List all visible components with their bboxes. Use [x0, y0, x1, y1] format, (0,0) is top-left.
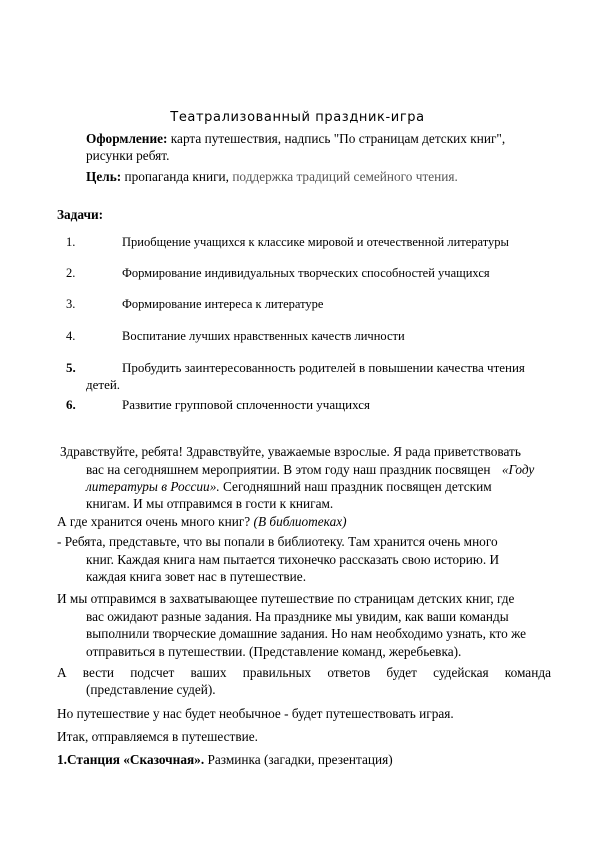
journey-line-2: вас ожидают разные задания. На празднике мы увидим, как ваши команды	[86, 609, 509, 624]
goal-text-b: поддержка традиций семейного чтения.	[232, 169, 458, 184]
library-line-2: книг. Каждая книга нам пытается тихонечко рассказать свою историю. И	[86, 552, 500, 567]
greeting-italic: «Году	[501, 462, 535, 477]
greeting-text: вас на сегодняшнем мероприятии. В этом году наш праздник посвящен	[86, 462, 491, 477]
journey-line-4: отправиться в путешествии. (Представление команд, жеребьевка).	[86, 644, 462, 659]
greeting-line-1: Здравствуйте, ребята! Здравствуйте, уважаемые взрослые. Я рада приветствовать	[60, 444, 521, 459]
greeting-italic-2: литературы в России».	[86, 479, 220, 494]
station-desc: Разминка (загадки, презентация)	[207, 752, 393, 767]
task-number: 2.	[66, 266, 76, 280]
library-line-1: - Ребята, представьте, что вы попали в библиотеку. Там хранится очень много	[57, 534, 498, 549]
goal-text-a: пропаганда книги,	[124, 169, 229, 184]
task-number: 5.	[66, 360, 76, 375]
greeting-line-4: книгам. И мы отправимся в гости к книгам.	[86, 496, 334, 511]
question-text: А где хранится очень много книг?	[57, 514, 251, 529]
task-text: Развитие групповой сплоченности учащихся	[122, 397, 370, 412]
task-text-continued: детей.	[86, 377, 121, 392]
task-item-1	[0, 235, 595, 253]
task-item-2	[0, 266, 595, 284]
library-line-3: каждая книга зовет нас в путешествие.	[86, 569, 307, 584]
question-answer: (В библиотеках)	[253, 514, 347, 529]
task-number: 4.	[66, 329, 76, 343]
journey-line-3: выполнили творческие домашние задания. Но нам необходимо узнать, кто же	[86, 626, 527, 641]
task-text: Формирование интереса к литературе	[122, 297, 324, 311]
task-item-6	[0, 397, 595, 415]
station-line	[57, 751, 393, 768]
greeting-line-3	[86, 478, 492, 495]
station-title: 1.Станция «Сказочная».	[57, 752, 205, 767]
design-text: карта путешествия, надпись "По страницам детских книг",	[170, 131, 506, 146]
greeting-text-2: Сегодняшний наш праздник посвящен детским	[223, 479, 492, 494]
unusual-journey-line: Но путешествие у нас будет необычное - будет путешествовать играя.	[57, 706, 454, 721]
judges-line-1: А вести подсчет ваших правильных ответов будет судейская команда	[57, 665, 551, 680]
task-item-3	[0, 297, 595, 315]
question-line	[57, 513, 347, 530]
task-text: Формирование индивидуальных творческих способностей учащихся	[122, 266, 490, 280]
task-text: Пробудить заинтересованность родителей в повышении качества чтения	[122, 360, 525, 375]
task-text: Приобщение учащихся к классике мировой и отечественной литературы	[122, 235, 509, 249]
goal-label: Цель:	[86, 169, 122, 184]
journey-line-1: И мы отправимся в захватывающее путешествие по страницам детских книг, где	[57, 591, 515, 606]
task-text: Воспитание лучших нравственных качеств личности	[122, 329, 405, 343]
tasks-heading: Задачи:	[57, 207, 104, 222]
greeting-line-2	[86, 461, 551, 478]
task-item-4	[0, 329, 595, 347]
departure-line: Итак, отправляемся в путешествие.	[57, 729, 258, 744]
task-number: 3.	[66, 297, 76, 311]
task-item-5	[0, 360, 595, 396]
design-line	[86, 130, 552, 147]
design-label: Оформление:	[86, 131, 168, 146]
task-number: 1.	[66, 235, 76, 249]
task-number: 6.	[66, 397, 76, 412]
judges-line-2: (представление судей).	[86, 682, 216, 697]
document-title: Театрализованный праздник-игра	[170, 110, 425, 125]
goal-line	[86, 168, 458, 185]
design-line-2: рисунки ребят.	[86, 148, 170, 163]
